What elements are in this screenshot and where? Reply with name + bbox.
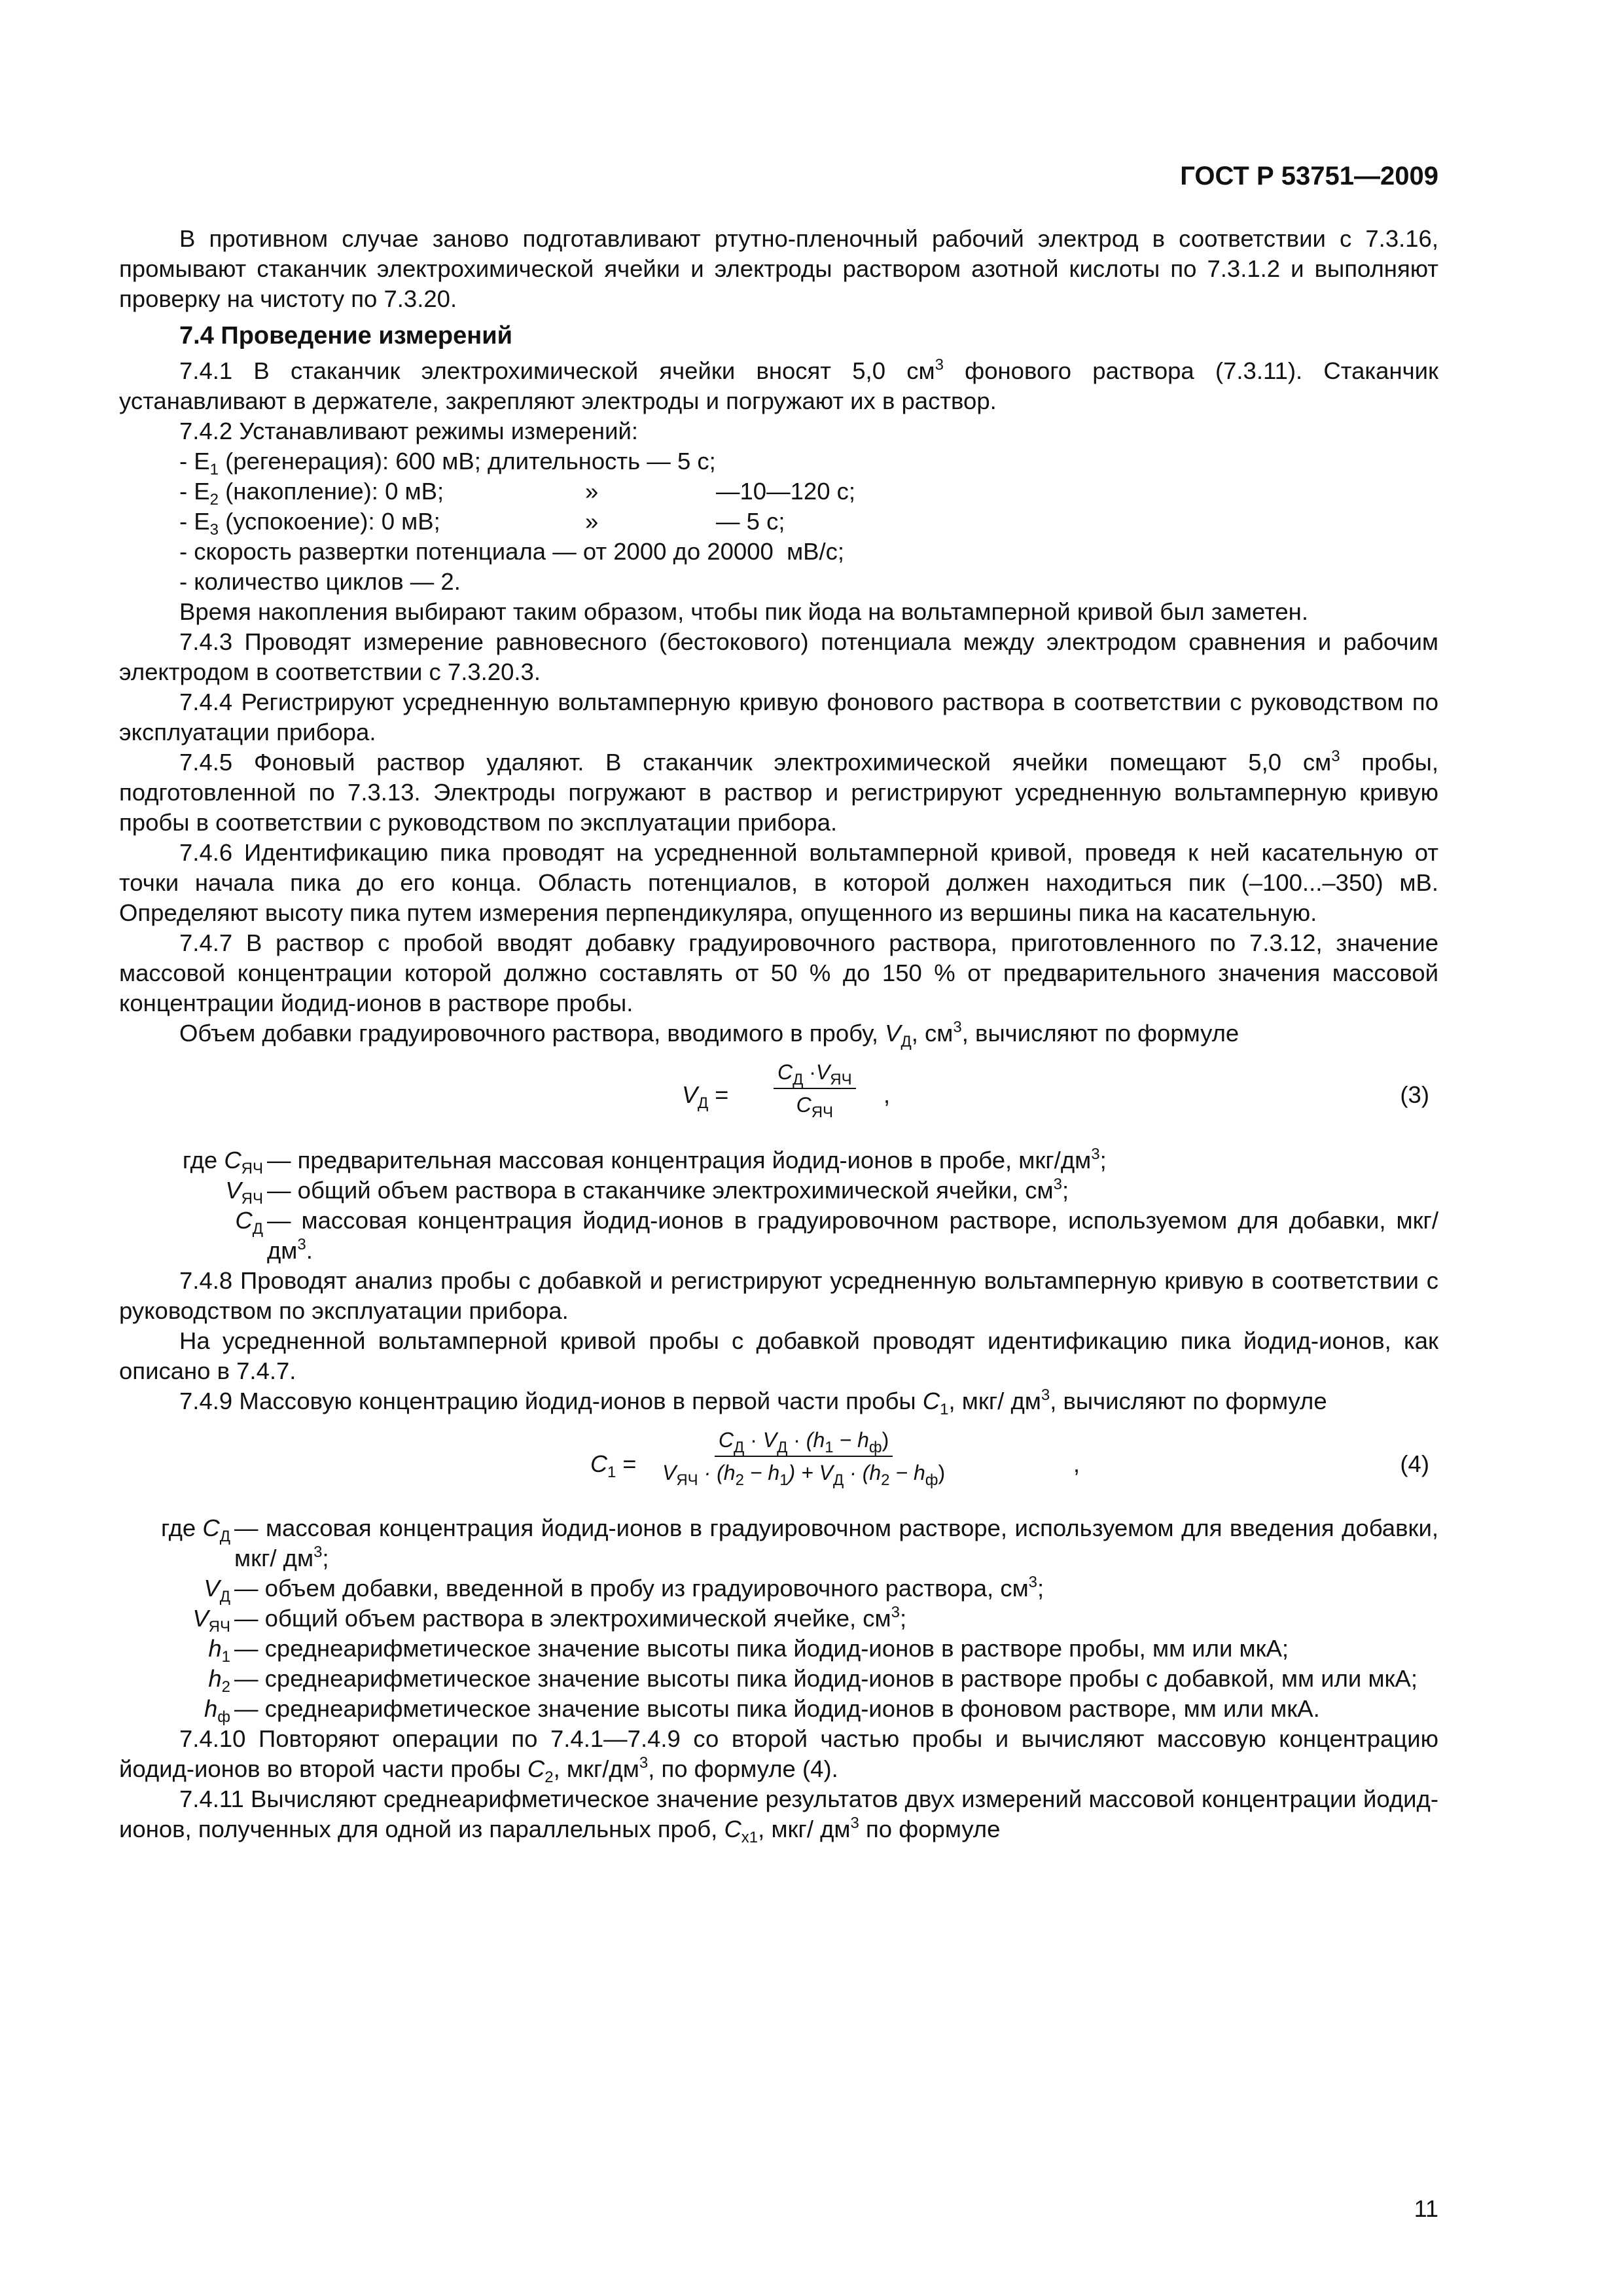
- formula-3-lhs: $V_Д$ =: [682, 1081, 729, 1112]
- where-list-3: [119, 1145, 1438, 1266]
- formula-3: $V_Д$ = $C_Д \cdot V_{ЯЧ}$ $C_{ЯЧ}$ , (3): [682, 1060, 1429, 1121]
- paragraph-7-4-10: 7.4.10 Повторяют операции по 7.4.1—7.4.9 со второй частью пробы и вычисляют массовую концентрацию йодид-ионов во второй части пробы $C_2$, мкг/$дм^3$, по формуле (4).: [119, 1725, 1438, 1786]
- mode-e2: - $E_2$ (накопление): 0 мВ; » —10—120 с;: [179, 478, 856, 509]
- page-number: 11: [1414, 2195, 1438, 2222]
- page-content: [119, 224, 1438, 1844]
- paragraph-volume: Объем добавки градуировочного раствора, вводимого в пробу, $V_Д$, $см^3$, вычисляют по формуле: [179, 1018, 1240, 1050]
- mode-e1: - $E_1$ (регенерация): 600 мВ; длительность — 5 с;: [179, 448, 716, 478]
- formula-4: $C_1$ = $C_Д \cdot V_Д \cdot (h_1 - h_ф)$ $V_{ЯЧ} \cdot (h_2 - h_1) + V_Д \cdot (h_2 - h_ф)$ , (4): [590, 1428, 1429, 1489]
- paragraph-intro: В противном случае заново подготавливают ртутно-пленочный рабочий электрод в соответствии с 7.3.16, промывают стаканчик электрохимической ячейки и электроды раствором азотной кислоты по 7.3.1.2 и выполняют проверку на чистоту по 7.3.20.: [119, 225, 1438, 312]
- mode-speed: - скорость развертки потенциала — от 2000 до 20000 мВ/с;: [179, 538, 845, 565]
- where-item: $h_2$ — среднеарифметическое значение высоты пика йодид-ионов в растворе пробы с добавкой, мм или мкА;: [208, 1665, 1418, 1696]
- paragraph-7-4-3: 7.4.3 Проводят измерение равновесного (бестокового) потенциала между электродом сравнения и рабочим электродом в соответствии с 7.3.20.3.: [119, 628, 1438, 685]
- paragraph-7-4-2: 7.4.2 Устанавливают режимы измерений:: [179, 418, 638, 444]
- paragraph-7-4-4: 7.4.4 Регистрируют усредненную вольтамперную кривую фонового раствора в соответствии с руководством по эксплуатации прибора.: [119, 689, 1438, 745]
- section-title: 7.4 Проведение измерений: [179, 322, 512, 350]
- where-item: $V_{ЯЧ}$ — общий объем раствора в стаканчике электрохимической ячейки, $см^3$;: [225, 1175, 1069, 1208]
- formula-3-fraction: $C_Д \cdot V_{ЯЧ}$ $C_{ЯЧ}$: [774, 1059, 856, 1118]
- where-item: $h_1$ — среднеарифметическое значение высоты пика йодид-ионов в растворе пробы, мм или мкА;: [208, 1635, 1289, 1666]
- paragraph-7-4-7: 7.4.7 В раствор с пробой вводят добавку градуировочного раствора, приготовленного по 7.3.12, значение массовой концентрации которой должно составлять от 50 % до 150 % от предварительного значения массовой концентрации йодид-ионов в растворе пробы.: [119, 929, 1438, 1016]
- mode-e3: - $E_3$ (успокоение): 0 мВ; » — 5 с;: [179, 508, 785, 539]
- mode-cycles: - количество циклов — 2.: [179, 568, 461, 595]
- formula-4-fraction: $C_Д \cdot V_Д \cdot (h_1 - h_ф)$ $V_{ЯЧ} \cdot (h_2 - h_1) + V_Д \cdot (h_2 - h_ф)$: [662, 1428, 946, 1489]
- formula-4-number: (4): [1400, 1450, 1429, 1477]
- paragraph-7-4-11: 7.4.11 Вычисляют среднеарифметическое значение результатов двух измерений массовой концентрации йодид-ионов, полученных для одной из параллельных проб, $C_{x1}$, мкг/ $дм^3$ по формуле: [119, 1785, 1438, 1846]
- paragraph-7-4-8: 7.4.8 Проводят анализ пробы с добавкой и регистрируют усредненную вольтамперную кривую в соответствии с руководством по эксплуатации прибора.: [119, 1267, 1438, 1324]
- formula-3-number: (3): [1400, 1081, 1429, 1108]
- paragraph-identification: На усредненной вольтамперной кривой пробы с добавкой проводят идентификацию пика йодид-ионов, как описано в 7.4.7.: [119, 1327, 1438, 1384]
- where-item: где $C_{ЯЧ}$ — предварительная массовая концентрация йодид-ионов в пробе, мкг/$дм^3$;: [182, 1145, 1107, 1177]
- where-item: где $C_Д$ — массовая концентрация йодид-ионов в градуировочном растворе, используемом для введения добавки, мкг/ $дм^3$;: [160, 1515, 1438, 1571]
- where-item: $V_{ЯЧ}$ — общий объем раствора в электрохимической ячейке, $см^3$;: [192, 1604, 907, 1636]
- paragraph-7-4-6: 7.4.6 Идентификацию пика проводят на усредненной вольтамперной кривой, проведя к ней касательную от точки начала пика до его конца. Область потенциалов, в которой должен находиться пик (–100...–350) мВ. Определяют высоту пика путем измерения перпендикуляра, опущенного из вершины пика на касательную.: [119, 839, 1438, 926]
- paragraph-7-4-5: 7.4.5 Фоновый раствор удаляют. В стаканчик электрохимической ячейки помещают 5,0 $см^3$ пробы, подготовленной по 7.3.13. Электроды погружают в раствор и регистрируют усредненную вольтамперную кривую пробы в соответствии с руководством по эксплуатации прибора.: [119, 747, 1438, 836]
- where-item: $h_ф$ — среднеарифметическое значение высоты пика йодид-ионов в фоновом растворе, мм или мкА.: [204, 1695, 1320, 1726]
- paragraph-7-4-1: 7.4.1 В стаканчик электрохимической ячейки вносят 5,0 $см^3$ фонового раствора (7.3.11). Стаканчик устанавливают в держателе, закрепляют электроды и погружают их в раствор.: [119, 356, 1438, 414]
- where-item: $V_Д$ — объем добавки, введенной в пробу из градуировочного раствора, $см^3$;: [204, 1573, 1044, 1605]
- where-list-4: [119, 1513, 1438, 1724]
- paragraph-7-4-9: 7.4.9 Массовую концентрацию йодид-ионов в первой части пробы $C_1$, мкг/ $дм^3$, вычисляют по формуле: [179, 1386, 1327, 1418]
- standard-header: ГОСТ Р 53751—2009: [1180, 162, 1438, 190]
- paragraph-accumulation-time: Время накопления выбирают таким образом, чтобы пик йода на вольтамперной кривой был заметен.: [179, 598, 1308, 625]
- formula-4-lhs: $C_1$ =: [590, 1450, 637, 1481]
- where-item: $C_Д$ — массовая концентрация йодид-ионов в градуировочном растворе, используемом для добавки, мкг/$дм^3$.: [235, 1207, 1438, 1264]
